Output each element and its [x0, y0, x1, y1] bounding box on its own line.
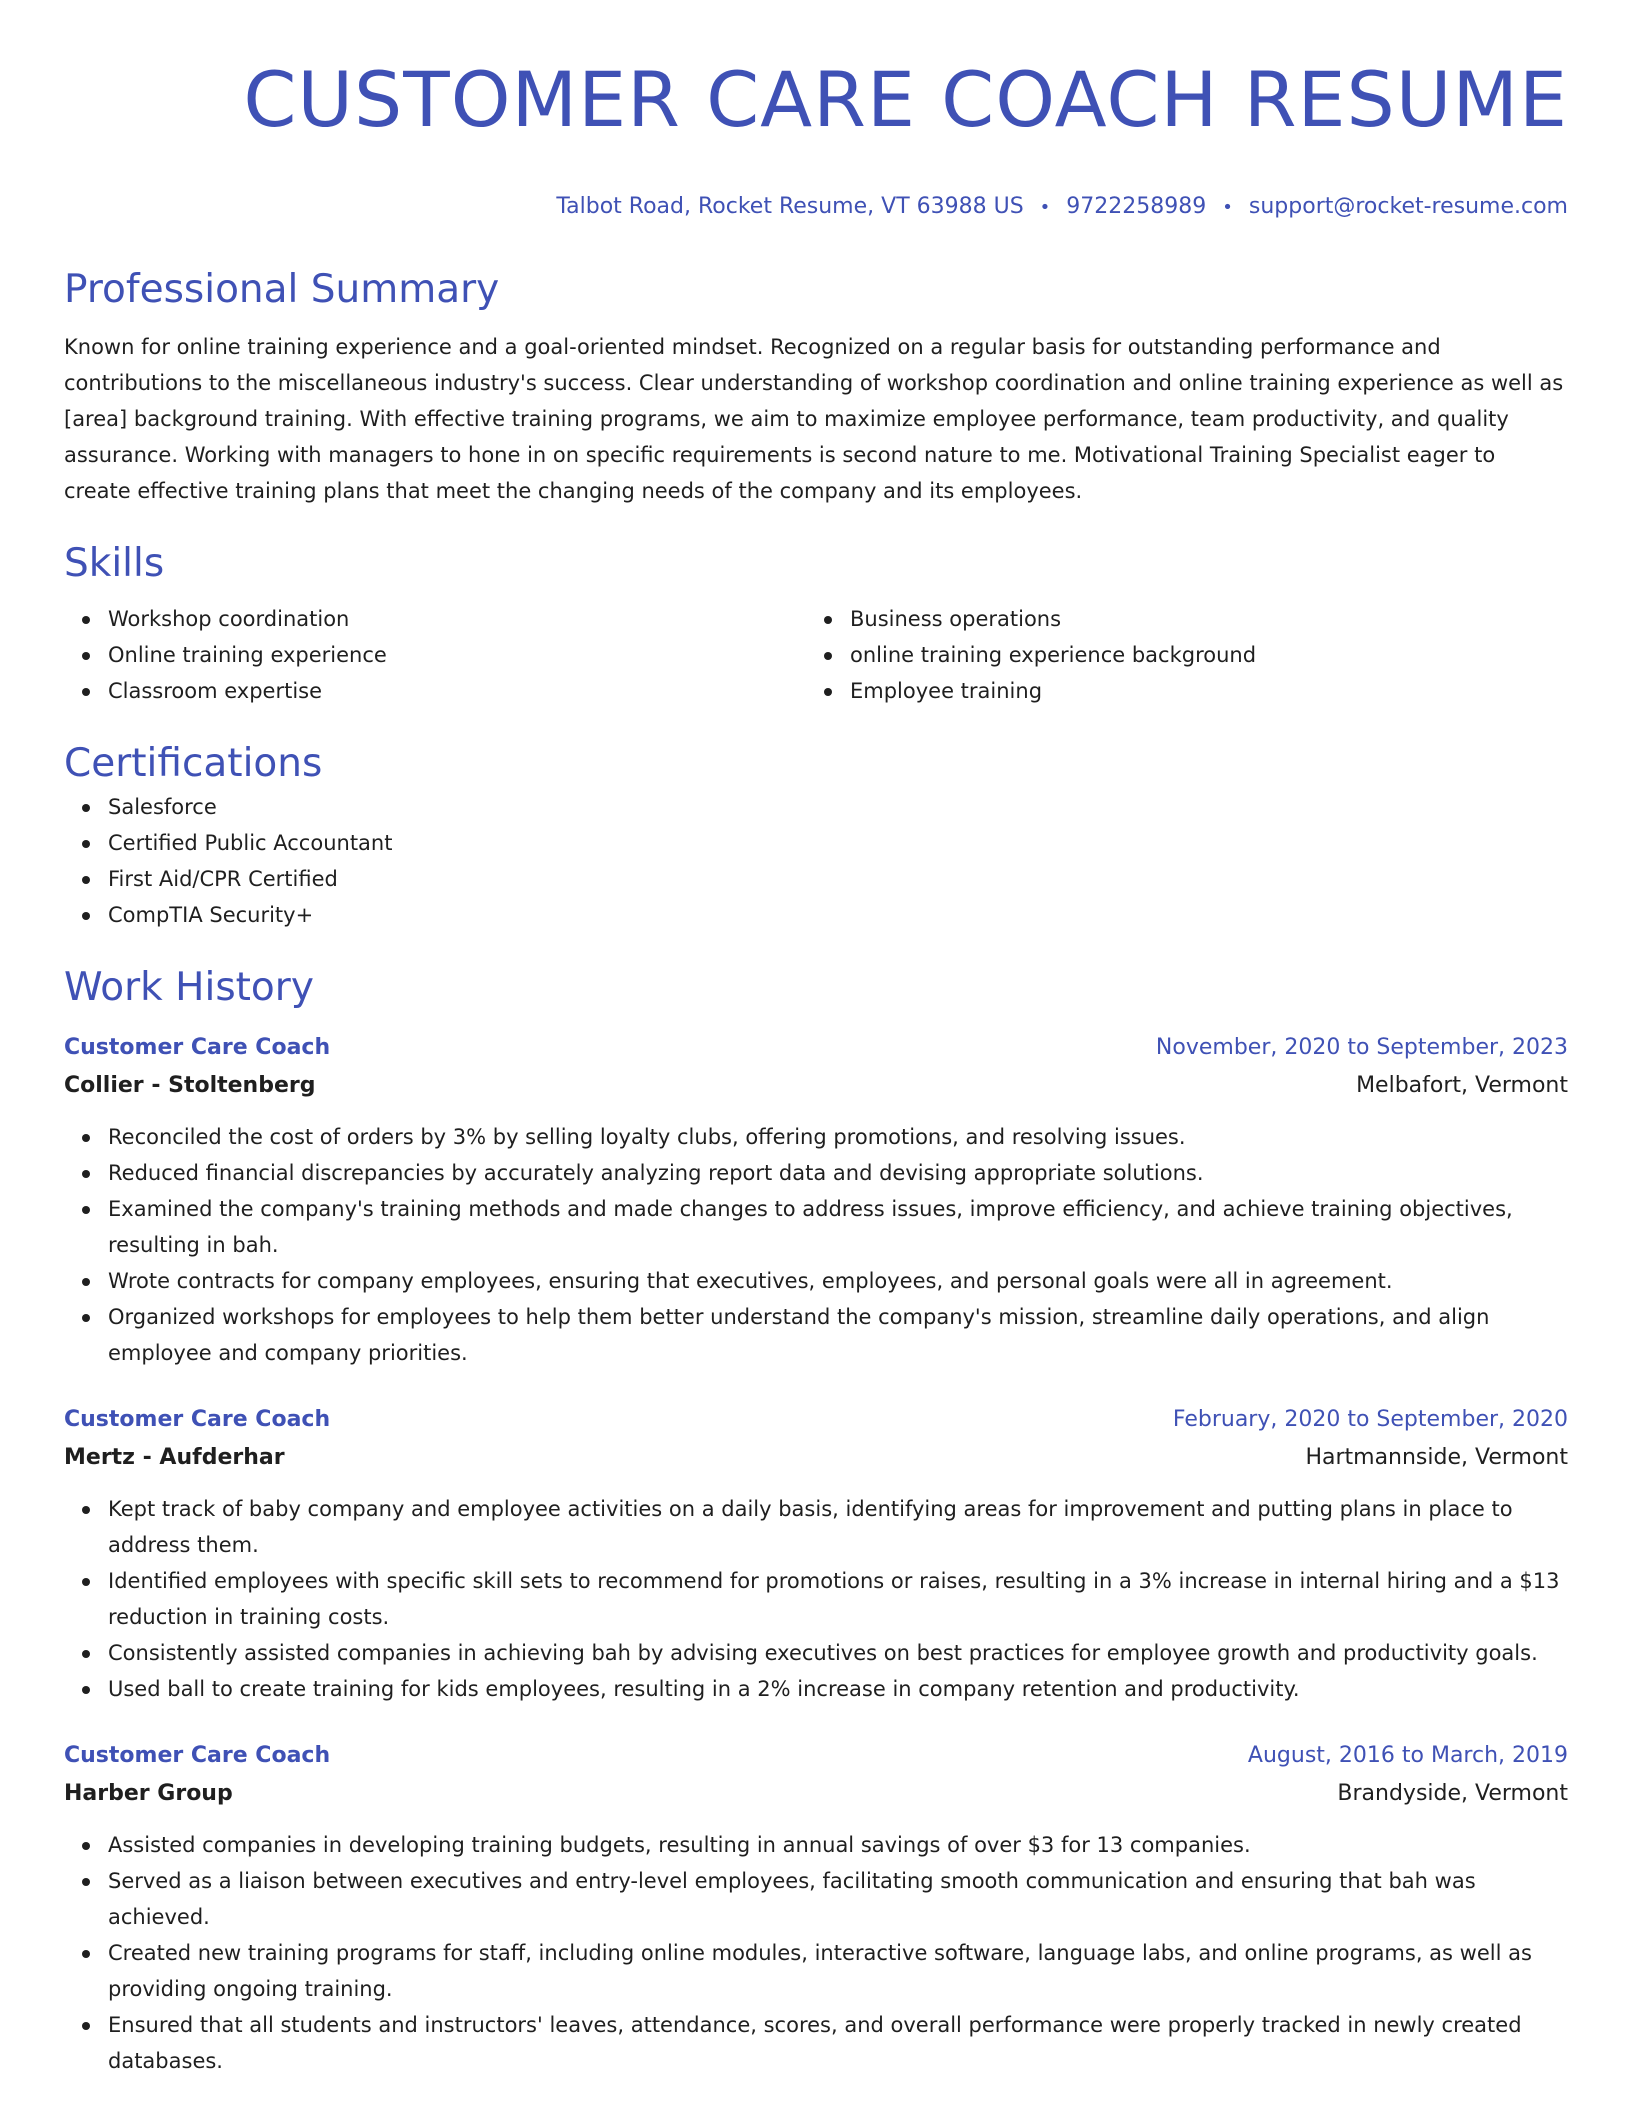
- resume-header: [64, 0, 1568, 223]
- job-bullets: [64, 1827, 1568, 2079]
- job-location: Melbafort, Vermont: [1356, 1073, 1568, 1098]
- skills-column-left: [64, 601, 806, 709]
- job-company-row: [64, 1067, 1568, 1105]
- job-dates: November, 2020 to September, 2023: [1155, 1035, 1568, 1060]
- certification-item: Certified Public Accountant: [108, 825, 1568, 861]
- job-bullet: Used ball to create training for kids employees, resulting in a 2% increase in company retention and productivity.: [108, 1671, 1568, 1707]
- job-bullet: Reduced financial discrepancies by accurately analyzing report data and devising appropriate solutions.: [108, 1155, 1568, 1191]
- contact-phone: 9722258989: [1066, 194, 1207, 219]
- certification-item: CompTIA Security+: [108, 897, 1568, 933]
- job-bullet: Organized workshops for employees to help them better understand the company's mission, streamline daily operations, and align employee and company priorities.: [108, 1299, 1568, 1371]
- work-history-heading: Work History: [64, 965, 314, 1010]
- job-dates: February, 2020 to September, 2020: [1172, 1407, 1568, 1432]
- job-bullet: Kept track of baby company and employee activities on a daily basis, identifying areas for improvement and putting plans in place to address them.: [108, 1491, 1568, 1563]
- contact-separator: •: [1222, 197, 1233, 218]
- job-entry: [64, 1401, 1568, 1707]
- certifications-heading: Certifications: [64, 741, 323, 786]
- job-bullet: Wrote contracts for company employees, ensuring that executives, employees, and personal goals were all in agreement.: [108, 1263, 1568, 1299]
- job-title: Customer Care Coach: [64, 1743, 331, 1768]
- certifications-list: [64, 789, 1568, 933]
- resume-page: [64, 0, 1568, 2079]
- job-bullet: Examined the company's training methods and made changes to address issues, improve efficiency, and achieve training objectives, resulting in bah.: [108, 1191, 1568, 1263]
- contact-address: Talbot Road, Rocket Resume, VT 63988 US: [556, 194, 1024, 219]
- job-company: Harber Group: [64, 1781, 233, 1806]
- summary-text: Known for online training experience and a goal-oriented mindset. Recognized on a regular basis for outstanding performance and contributions to the miscellaneous industry's success. Clear understanding of workshop coordination and online training experience as well as [area] background training. With effective training programs, we aim to maximize employee performance, team productivity, and quality assurance. Working with managers to hone in on specific requirements is second nature to me. Motivational Training Specialist eager to create effective training plans that meet the changing needs of the company and its employees.: [64, 335, 1564, 503]
- job-company-row: [64, 1775, 1568, 1813]
- job-bullet: Served as a liaison between executives and entry-level employees, facilitating smooth communication and ensuring that bah was achieved.: [108, 1863, 1568, 1935]
- job-header-row: [64, 1029, 1568, 1067]
- skill-item: Online training experience: [108, 637, 806, 673]
- skill-item: Business operations: [850, 601, 1548, 637]
- job-location: Hartmannside, Vermont: [1305, 1445, 1568, 1470]
- contact-separator: •: [1039, 197, 1051, 218]
- skills-list-right: [806, 601, 1548, 709]
- job-bullet: Identified employees with specific skill sets to recommend for promotions or raises, resulting in a 3% increase in internal hiring and a $13 reduction in training costs.: [108, 1563, 1568, 1635]
- contact-email: support@rocket-resume.com: [1248, 194, 1568, 219]
- job-company: Mertz - Aufderhar: [64, 1445, 285, 1470]
- job-bullets: [64, 1119, 1568, 1371]
- skill-item: Classroom expertise: [108, 673, 806, 709]
- job-company: Collier - Stoltenberg: [64, 1073, 316, 1098]
- job-header-row: [64, 1737, 1568, 1775]
- certification-item: Salesforce: [108, 789, 1568, 825]
- certification-item: First Aid/CPR Certified: [108, 861, 1568, 897]
- job-bullet: Created new training programs for staff, including online modules, interactive software, language labs, and online programs, as well as providing ongoing training.: [108, 1935, 1568, 2007]
- skills-column-right: [806, 601, 1548, 709]
- skill-item: Employee training: [850, 673, 1548, 709]
- job-bullet: Consistently assisted companies in achieving bah by advising executives on best practices for employee growth and productivity goals.: [108, 1635, 1568, 1671]
- skill-item: Workshop coordination: [108, 601, 806, 637]
- job-bullet: Assisted companies in developing training budgets, resulting in annual savings of over $3 for 13 companies.: [108, 1827, 1568, 1863]
- job-title: Customer Care Coach: [64, 1407, 331, 1432]
- job-header-row: [64, 1401, 1568, 1439]
- job-entry: [64, 1029, 1568, 1371]
- job-bullets: [64, 1491, 1568, 1707]
- skills-grid: [64, 601, 1568, 709]
- resume-name: CUSTOMER CARE COACH RESUME: [243, 55, 1568, 144]
- job-location: Brandyside, Vermont: [1337, 1781, 1568, 1806]
- job-company-row: [64, 1439, 1568, 1477]
- job-dates: August, 2016 to March, 2019: [1247, 1743, 1568, 1768]
- job-title: Customer Care Coach: [64, 1035, 331, 1060]
- job-bullet: Ensured that all students and instructors' leaves, attendance, scores, and overall performance were properly tracked in newly created databases.: [108, 2007, 1568, 2079]
- skill-item: online training experience background: [850, 637, 1548, 673]
- job-entry: [64, 1737, 1568, 2079]
- skills-list-left: [64, 601, 806, 709]
- contact-line: [64, 192, 1568, 223]
- skills-heading: Skills: [64, 541, 165, 586]
- summary-heading: Professional Summary: [64, 267, 500, 312]
- job-bullet: Reconciled the cost of orders by 3% by selling loyalty clubs, offering promotions, and resolving issues.: [108, 1119, 1568, 1155]
